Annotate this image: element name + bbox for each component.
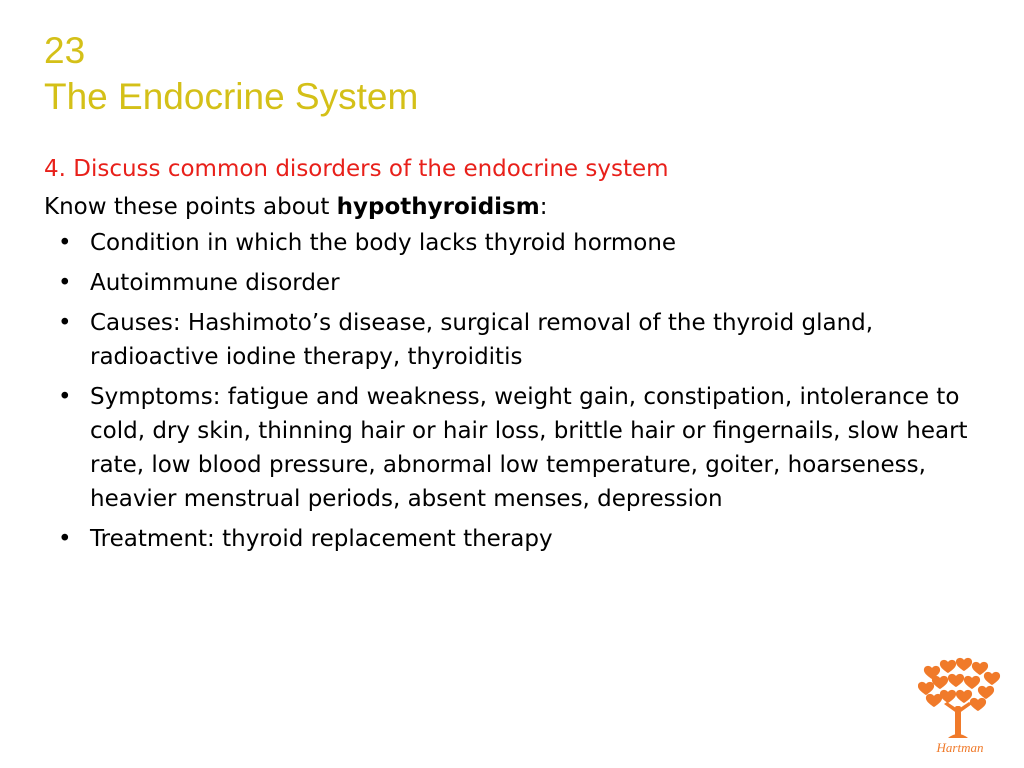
intro-suffix: :: [539, 194, 548, 220]
list-item: [44, 522, 984, 556]
list-item-text: Symptoms: fatigue and weakness, weight gain, constipation, intolerance to cold, dry skin, thinning hair or hair loss, brittle hair or fingernails, slow heart rate, low blood pressure, abnormal low temperature, goiter, hoarseness, heavier menstrual periods, absent menses, depression: [90, 384, 968, 512]
chapter-number: 23: [44, 30, 86, 71]
bullet-icon: •: [58, 230, 72, 256]
bullet-icon: •: [58, 310, 72, 336]
bullet-icon: •: [58, 526, 72, 552]
bullet-icon: •: [58, 270, 72, 296]
list-item-text: Autoimmune disorder: [90, 270, 340, 296]
intro-term: hypothyroidism: [336, 194, 540, 220]
list-item: [44, 306, 984, 374]
intro-line: [44, 190, 984, 224]
heart-tree-icon: [918, 658, 1000, 738]
chapter-title: The Endocrine System: [44, 76, 419, 117]
list-item: [44, 226, 984, 260]
hartman-logo: [918, 652, 1002, 758]
list-item: [44, 266, 984, 300]
list-item-text: Condition in which the body lacks thyroid hormone: [90, 230, 677, 256]
bullet-icon: •: [58, 384, 72, 410]
slide-content: [44, 152, 984, 562]
list-item: [44, 380, 984, 516]
list-item-text: Causes: Hashimoto’s disease, surgical removal of the thyroid gland, radioactive iodine therapy, thyroiditis: [90, 310, 874, 370]
logo-wordmark: Hartman: [936, 740, 984, 755]
bullet-list: [44, 226, 984, 556]
slide-title-block: [44, 28, 418, 120]
list-item-text: Treatment: thyroid replacement therapy: [90, 526, 553, 552]
intro-prefix: Know these points about: [44, 194, 337, 220]
learning-objective: 4. Discuss common disorders of the endocrine system: [44, 156, 669, 182]
